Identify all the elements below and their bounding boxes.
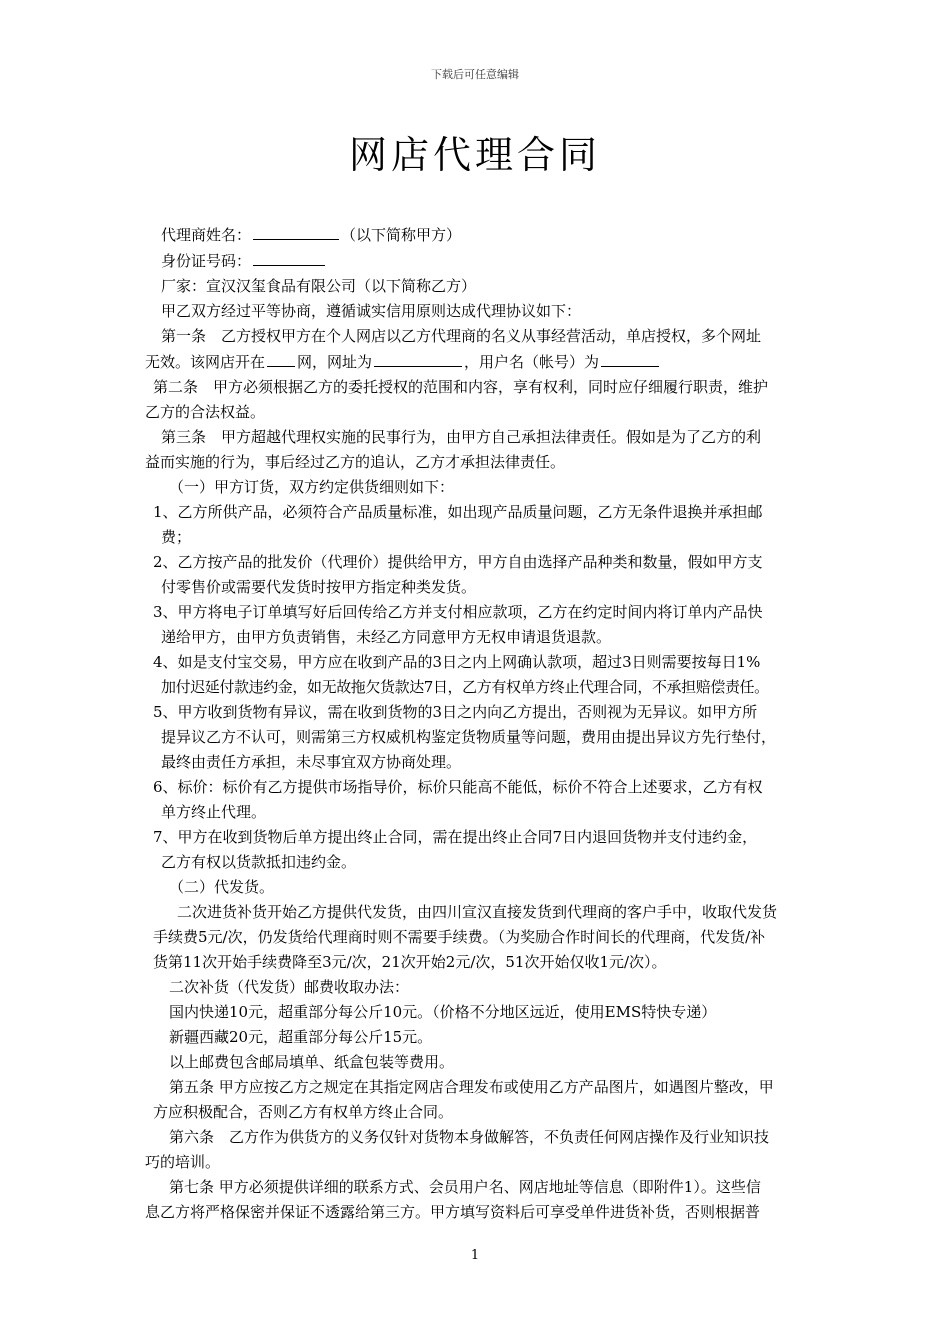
agent-name-suffix: （以下简称甲方） bbox=[341, 226, 462, 244]
id-label: 身份证号码： bbox=[161, 252, 252, 270]
agent-name-blank bbox=[253, 222, 339, 240]
item-1-line-1: 1、乙方所供产品，必须符合产品质量标准，如出现产品质量问题，乙方无条件退换并承担邮 bbox=[153, 503, 763, 521]
article-6-line-2: 巧的培训。 bbox=[145, 1153, 221, 1171]
item-4-line-1: 4、如是支付宝交易，甲方应在收到产品的3日之内上网确认款项，超过3日则需要按每日1% bbox=[153, 653, 761, 671]
article-1-line-1: 第一条 乙方授权甲方在个人网店以乙方代理商的名义从事经营活动，单店授权，多个网址 bbox=[161, 327, 762, 345]
item-7-line-1: 7、甲方在收到货物后单方提出终止合同，需在提出终止合同7日内退回货物并支付违约金， bbox=[153, 828, 758, 846]
agent-name-label: 代理商姓名： bbox=[161, 226, 252, 244]
item-7-line-2: 乙方有权以货款抵扣违约金。 bbox=[161, 853, 357, 871]
id-line bbox=[145, 248, 857, 274]
article-7-line-2: 息乙方将严格保密并保证不透露给第三方。甲方填写资料后可享受单件进货补货，否则根据普 bbox=[145, 1203, 761, 1221]
section-2-line-2: 手续费5元/次，仍发货给代理商时则不需要手续费。（为奖励合作时间长的代理商，代发货/补 bbox=[153, 928, 766, 946]
item-2-line-1: 2、乙方按产品的批发价（代理价）提供给甲方，甲方自由选择产品种类和数量，假如甲方支 bbox=[153, 553, 763, 571]
item-3-line-2: 递给甲方，由甲方负责销售，未经乙方同意甲方无权申请退货退款。 bbox=[161, 628, 612, 646]
article-5-line-2: 方应积极配合，否则乙方有权单方终止合同。 bbox=[153, 1103, 454, 1121]
item-5-line-3: 最终由责任方承担，未尽事宜双方协商处理。 bbox=[161, 753, 462, 771]
item-5 bbox=[145, 700, 857, 775]
text: ，用户名（帐号）为 bbox=[464, 353, 600, 371]
text: 网，网址为 bbox=[297, 353, 373, 371]
item-3 bbox=[145, 600, 857, 650]
item-4-line-2: 加付迟延付款违约金，如无故拖欠货款达7日，乙方有权单方终止代理合同，不承担赔偿责任。 bbox=[161, 678, 769, 696]
document-body bbox=[145, 222, 857, 1225]
fee-title: 二次补货（代发货）邮费收取办法： bbox=[169, 978, 410, 996]
section-1-title: （一）甲方订货，双方约定供货细则如下： bbox=[169, 478, 455, 496]
section-2-line-1: 二次进货补货开始乙方提供代发货，由四川宣汉直接发货到代理商的客户手中，收取代发货 bbox=[177, 903, 778, 921]
item-5-line-2: 提异议乙方不认可，则需第三方权威机构鉴定货物质量等问题，费用由提出异议方先行垫付， bbox=[161, 728, 777, 746]
article-2-line-1: 第二条 甲方必须根据乙方的委托授权的范围和内容，享有权利，同时应仔细履行职责，维护 bbox=[153, 378, 769, 396]
username-blank bbox=[601, 349, 659, 367]
fee-line-2: 新疆西藏20元，超重部分每公斤15元。 bbox=[169, 1028, 433, 1046]
item-6 bbox=[145, 775, 857, 825]
page-number: 1 bbox=[470, 1248, 480, 1263]
header-note: 下载后可任意编辑 bbox=[431, 68, 519, 81]
id-blank bbox=[253, 248, 325, 266]
item-1-line-2: 费； bbox=[161, 528, 192, 546]
item-4 bbox=[145, 650, 857, 700]
document-title: 网店代理合同 bbox=[348, 133, 601, 177]
url-blank bbox=[374, 349, 462, 367]
fee-line-1: 国内快递10元，超重部分每公斤10元。（价格不分地区远近，使用EMS特快专递） bbox=[169, 1003, 717, 1021]
item-6-line-1: 6、标价：标价有乙方提供市场指导价，标价只能高不能低，标价不符合上述要求，乙方有权 bbox=[153, 778, 763, 796]
text: 无效。该网店开在 bbox=[145, 353, 266, 371]
item-7 bbox=[145, 825, 857, 875]
article-1-line-2 bbox=[145, 349, 857, 375]
article-2-line-2: 乙方的合法权益。 bbox=[145, 403, 266, 421]
maker-line: 厂家：宣汉汉玺食品有限公司（以下简称乙方） bbox=[161, 277, 477, 295]
intro: 甲乙双方经过平等协商，遵循诚实信用原则达成代理协议如下： bbox=[161, 302, 582, 320]
section-2-line-3: 货第11次开始手续费降至3元/次，21次开始2元/次，51次开始仅收1元/次）。 bbox=[153, 953, 667, 971]
article-3-line-2: 益而实施的行为，事后经过乙方的追认，乙方才承担法律责任。 bbox=[145, 453, 566, 471]
section-2-title: （二）代发货。 bbox=[169, 878, 275, 896]
agent-name-line bbox=[145, 222, 857, 248]
platform-blank bbox=[267, 349, 295, 367]
fee-line-3: 以上邮费包含邮局填单、纸盒包装等费用。 bbox=[169, 1053, 455, 1071]
item-5-line-1: 5、甲方收到货物有异议，需在收到货物的3日之内向乙方提出，否则视为无异议。如甲方所 bbox=[153, 703, 758, 721]
article-6-line-1: 第六条 乙方作为供货方的义务仅针对货物本身做解答，不负责任何网店操作及行业知识技 bbox=[169, 1128, 770, 1146]
item-3-line-1: 3、甲方将电子订单填写好后回传给乙方并支付相应款项，乙方在约定时间内将订单内产品快 bbox=[153, 603, 763, 621]
item-6-line-2: 单方终止代理。 bbox=[161, 803, 267, 821]
article-7-line-1: 第七条 甲方必须提供详细的联系方式、会员用户名、网店地址等信息（即附件1）。这些信 bbox=[169, 1178, 761, 1196]
item-1 bbox=[145, 500, 857, 550]
item-2 bbox=[145, 550, 857, 600]
item-2-line-2: 付零售价或需要代发货时按甲方指定种类发货。 bbox=[161, 578, 477, 596]
article-5-line-1: 第五条 甲方应按乙方之规定在其指定网店合理发布或使用乙方产品图片，如遇图片整改，甲 bbox=[169, 1078, 774, 1096]
article-3-line-1: 第三条 甲方超越代理权实施的民事行为，由甲方自己承担法律责任。假如是为了乙方的利 bbox=[161, 428, 762, 446]
